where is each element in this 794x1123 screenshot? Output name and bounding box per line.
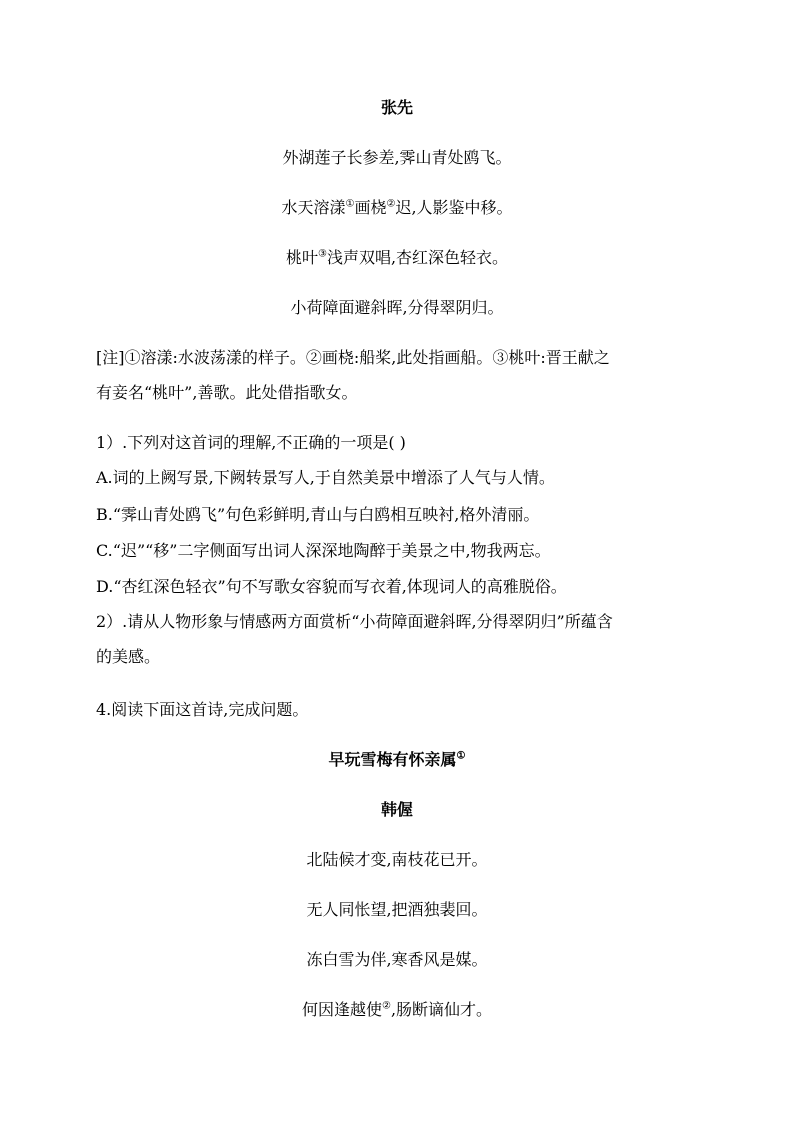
poem1-line-3-part-a: 桃叶 bbox=[285, 248, 318, 267]
poem1-author: 张先 bbox=[380, 98, 413, 117]
footnote-marker-3: ③ bbox=[317, 248, 327, 260]
footnote-marker-1: ① bbox=[345, 198, 355, 210]
poem1-notes-line-1: [注]①溶漾:水波荡漾的样子。②画桡:船桨,此处指画船。③桃叶:晋王献之 bbox=[96, 348, 610, 367]
question-1-option-d: D.“杏红深色轻衣”句不写歌女容貌而写衣着,体现词人的高雅脱俗。 bbox=[96, 577, 567, 596]
question-1-option-a: A.词的上阙写景,下阙转景写人,于自然美景中增添了人气与人情。 bbox=[96, 468, 555, 487]
poem1-line-2-part-a: 水天溶漾 bbox=[281, 198, 346, 217]
question-1-option-c: C.“迟”“移”二字侧面写出词人深深地陶醉于美景之中,物我两忘。 bbox=[96, 541, 551, 560]
poem2-line-1: 北陆候才变,南枝花已开。 bbox=[306, 850, 488, 869]
question-2-line-1: 2）.请从人物形象与情感两方面赏析“小荷障面避斜晖,分得翠阴归”所蕴含 bbox=[96, 612, 613, 631]
poem1-line-2-part-b: 画桡 bbox=[354, 198, 387, 217]
poem1-line-3-part-b: 浅声双唱,杏红深色轻衣。 bbox=[326, 248, 509, 267]
footnote-marker-4: ② bbox=[381, 1000, 391, 1012]
poem1-line-4: 小荷障面避斜晖,分得翠阴归。 bbox=[290, 298, 504, 317]
poem1-line-3 bbox=[0, 248, 794, 268]
poem1-line-2 bbox=[0, 198, 794, 218]
poem2-line-3: 冻白雪为伴,寒香风是媒。 bbox=[306, 950, 488, 969]
question-1-stem: 1）.下列对这首词的理解,不正确的一项是( ) bbox=[96, 433, 406, 452]
poem1-notes-line-2: 有妾名“桃叶”,善歌。此处借指歌女。 bbox=[96, 383, 358, 402]
poem1-line-1: 外湖莲子长参差,霁山青处鸥飞。 bbox=[282, 148, 512, 167]
poem2-author: 韩偓 bbox=[380, 800, 413, 819]
poem1-line-2-part-c: 迟,人影鉴中移。 bbox=[395, 198, 513, 217]
poem2-line-4-part-a: 何因逢越使 bbox=[301, 1000, 382, 1019]
footnote-marker-title: ① bbox=[456, 750, 466, 762]
poem2-title bbox=[0, 750, 794, 770]
poem2-line-4-part-b: ,肠断谪仙才。 bbox=[390, 1000, 493, 1019]
poem2-line-2: 无人同怅望,把酒独裴回。 bbox=[306, 900, 488, 919]
footnote-marker-2: ② bbox=[386, 198, 396, 210]
section-4-instruction: 4.阅读下面这首诗,完成问题。 bbox=[96, 700, 309, 719]
question-1-option-b: B.“霁山青处鸥飞”句色彩鲜明,青山与白鸥相互映衬,格外清丽。 bbox=[96, 505, 540, 524]
question-2-line-2: 的美感。 bbox=[96, 647, 161, 666]
poem2-line-4 bbox=[0, 1000, 794, 1020]
poem2-title-text: 早玩雪梅有怀亲属 bbox=[328, 750, 457, 769]
